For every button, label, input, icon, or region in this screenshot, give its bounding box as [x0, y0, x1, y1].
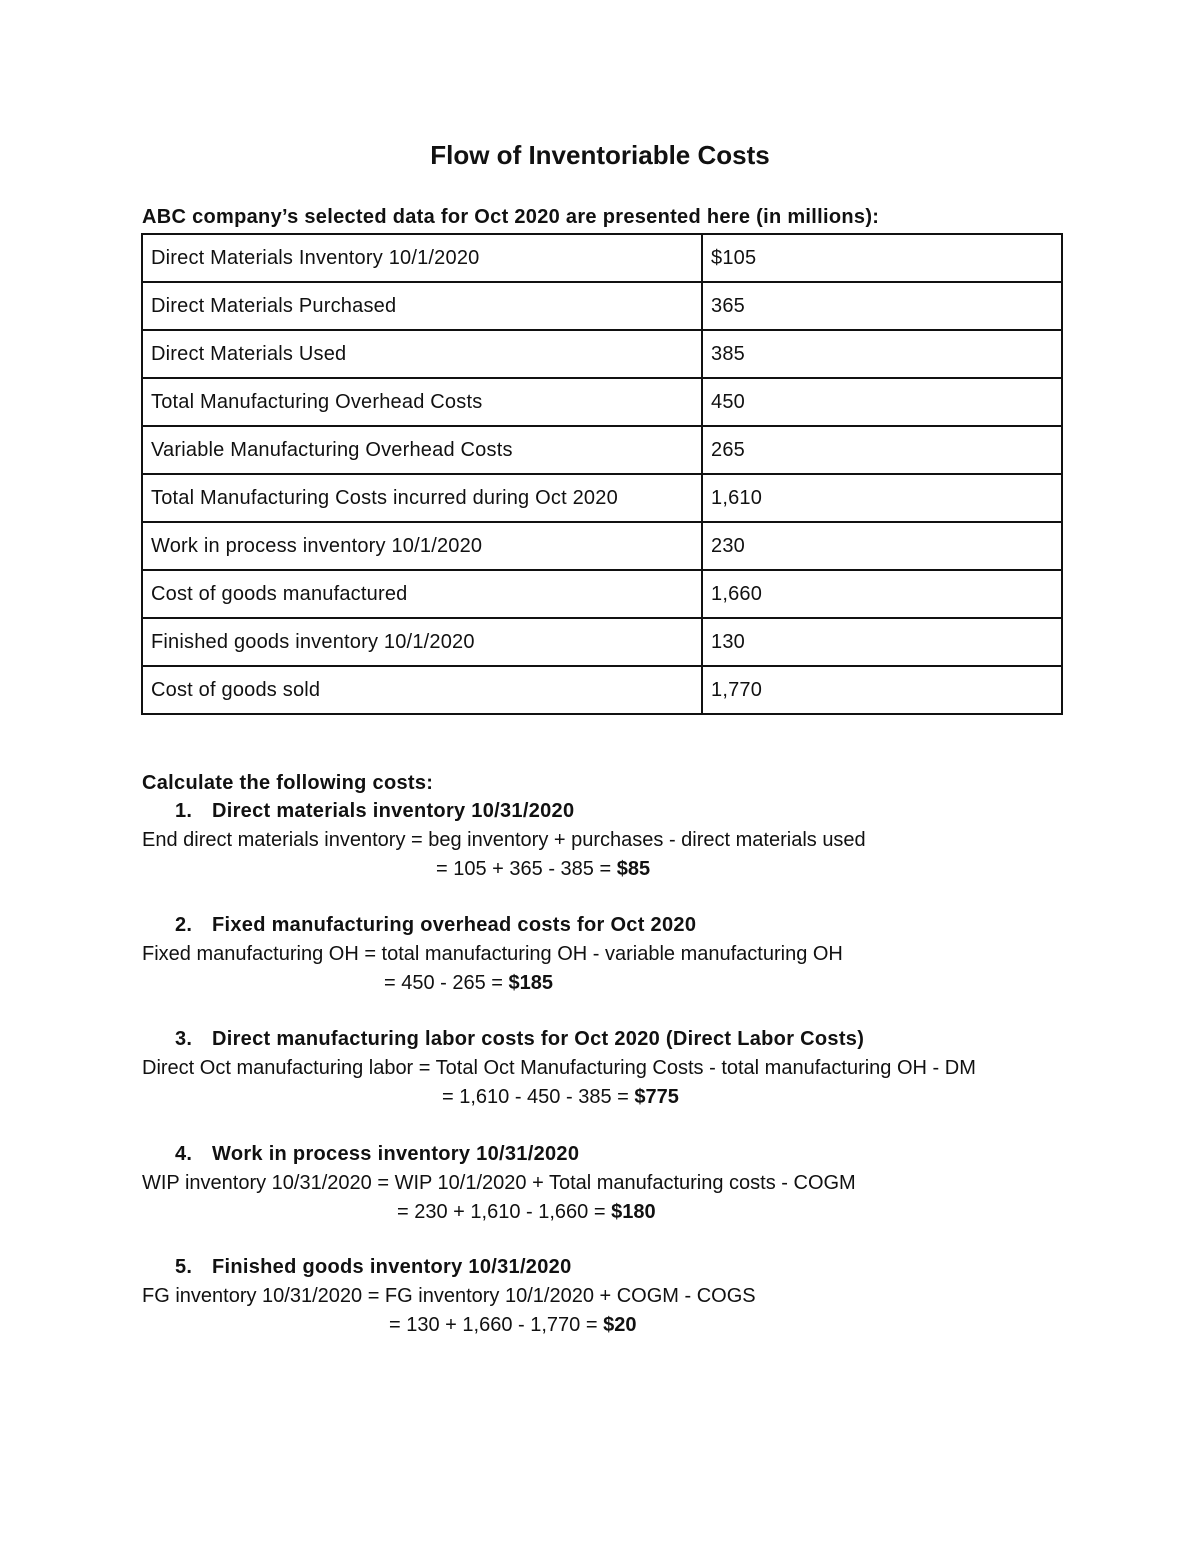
data-table [141, 233, 1063, 715]
item-heading-text: Work in process inventory 10/31/2020 [212, 1143, 580, 1165]
row-value: 450 [702, 378, 1062, 426]
table-row [142, 330, 1062, 378]
row-label: Cost of goods sold [142, 666, 702, 714]
calc-item-result [397, 1201, 656, 1224]
item-heading-text: Direct materials inventory 10/31/2020 [212, 800, 575, 822]
row-label: Total Manufacturing Costs incurred during Oct 2020 [142, 474, 702, 522]
row-value: 1,770 [702, 666, 1062, 714]
row-value: $105 [702, 234, 1062, 282]
calc-item-result [389, 1314, 636, 1337]
calc-item-heading [175, 1256, 572, 1279]
calc-item-formula: Direct Oct manufacturing labor = Total Oct Manufacturing Costs - total manufacturing OH - DM [142, 1057, 976, 1079]
row-label: Total Manufacturing Overhead Costs [142, 378, 702, 426]
answer: $180 [611, 1201, 656, 1223]
item-number: 3. [175, 1028, 193, 1050]
answer: $775 [634, 1086, 679, 1108]
calc-item-heading [175, 1028, 864, 1051]
table-row [142, 570, 1062, 618]
item-heading-text: Finished goods inventory 10/31/2020 [212, 1256, 572, 1278]
calc-item-result [442, 1086, 679, 1109]
row-label: Direct Materials Used [142, 330, 702, 378]
calc-item-result [384, 972, 553, 995]
item-number: 2. [175, 914, 193, 936]
row-value: 365 [702, 282, 1062, 330]
table-row [142, 282, 1062, 330]
table-row [142, 234, 1062, 282]
answer: $20 [603, 1314, 637, 1336]
row-label: Finished goods inventory 10/1/2020 [142, 618, 702, 666]
answer: $185 [508, 972, 554, 994]
page-title: Flow of Inventoriable Costs [430, 140, 770, 170]
calc-item-formula: End direct materials inventory = beg inventory + purchases - direct materials used [142, 829, 866, 851]
row-value: 265 [702, 426, 1062, 474]
item-number: 5. [175, 1256, 193, 1278]
item-number: 4. [175, 1143, 193, 1165]
computation: = 450 - 265 = [384, 972, 503, 994]
computation: = 1,610 - 450 - 385 = [442, 1086, 629, 1108]
row-value: 230 [702, 522, 1062, 570]
calc-item-result [436, 858, 650, 881]
calc-heading: Calculate the following costs: [142, 772, 434, 794]
computation: = 105 + 365 - 385 = [436, 858, 612, 880]
answer: $85 [616, 858, 651, 880]
row-label: Direct Materials Inventory 10/1/2020 [142, 234, 702, 282]
calc-item-heading [175, 914, 696, 937]
row-label: Work in process inventory 10/1/2020 [142, 522, 702, 570]
table-row [142, 378, 1062, 426]
table-row [142, 618, 1062, 666]
row-value: 1,610 [702, 474, 1062, 522]
item-heading-text: Direct manufacturing labor costs for Oct 2020 (Direct Labor Costs) [212, 1028, 865, 1050]
intro-text: ABC company’s selected data for Oct 2020 are presented here (in millions): [142, 206, 880, 228]
item-number: 1. [175, 800, 193, 822]
calc-item-heading [175, 800, 574, 823]
item-heading-text: Fixed manufacturing overhead costs for Oct 2020 [212, 914, 697, 936]
table-row [142, 426, 1062, 474]
row-value: 130 [702, 618, 1062, 666]
row-label: Cost of goods manufactured [142, 570, 702, 618]
row-value: 385 [702, 330, 1062, 378]
table-row [142, 522, 1062, 570]
computation: = 130 + 1,660 - 1,770 = [389, 1314, 598, 1336]
computation: = 230 + 1,610 - 1,660 = [397, 1201, 606, 1223]
row-label: Direct Materials Purchased [142, 282, 702, 330]
row-label: Variable Manufacturing Overhead Costs [142, 426, 702, 474]
calc-item-formula: Fixed manufacturing OH = total manufacturing OH - variable manufacturing OH [142, 943, 843, 965]
table-row [142, 666, 1062, 714]
calc-item-formula: WIP inventory 10/31/2020 = WIP 10/1/2020 + Total manufacturing costs - COGM [142, 1172, 856, 1194]
calc-item-formula: FG inventory 10/31/2020 = FG inventory 10/1/2020 + COGM - COGS [142, 1285, 756, 1307]
calc-item-heading [175, 1143, 579, 1166]
table-row [142, 474, 1062, 522]
row-value: 1,660 [702, 570, 1062, 618]
